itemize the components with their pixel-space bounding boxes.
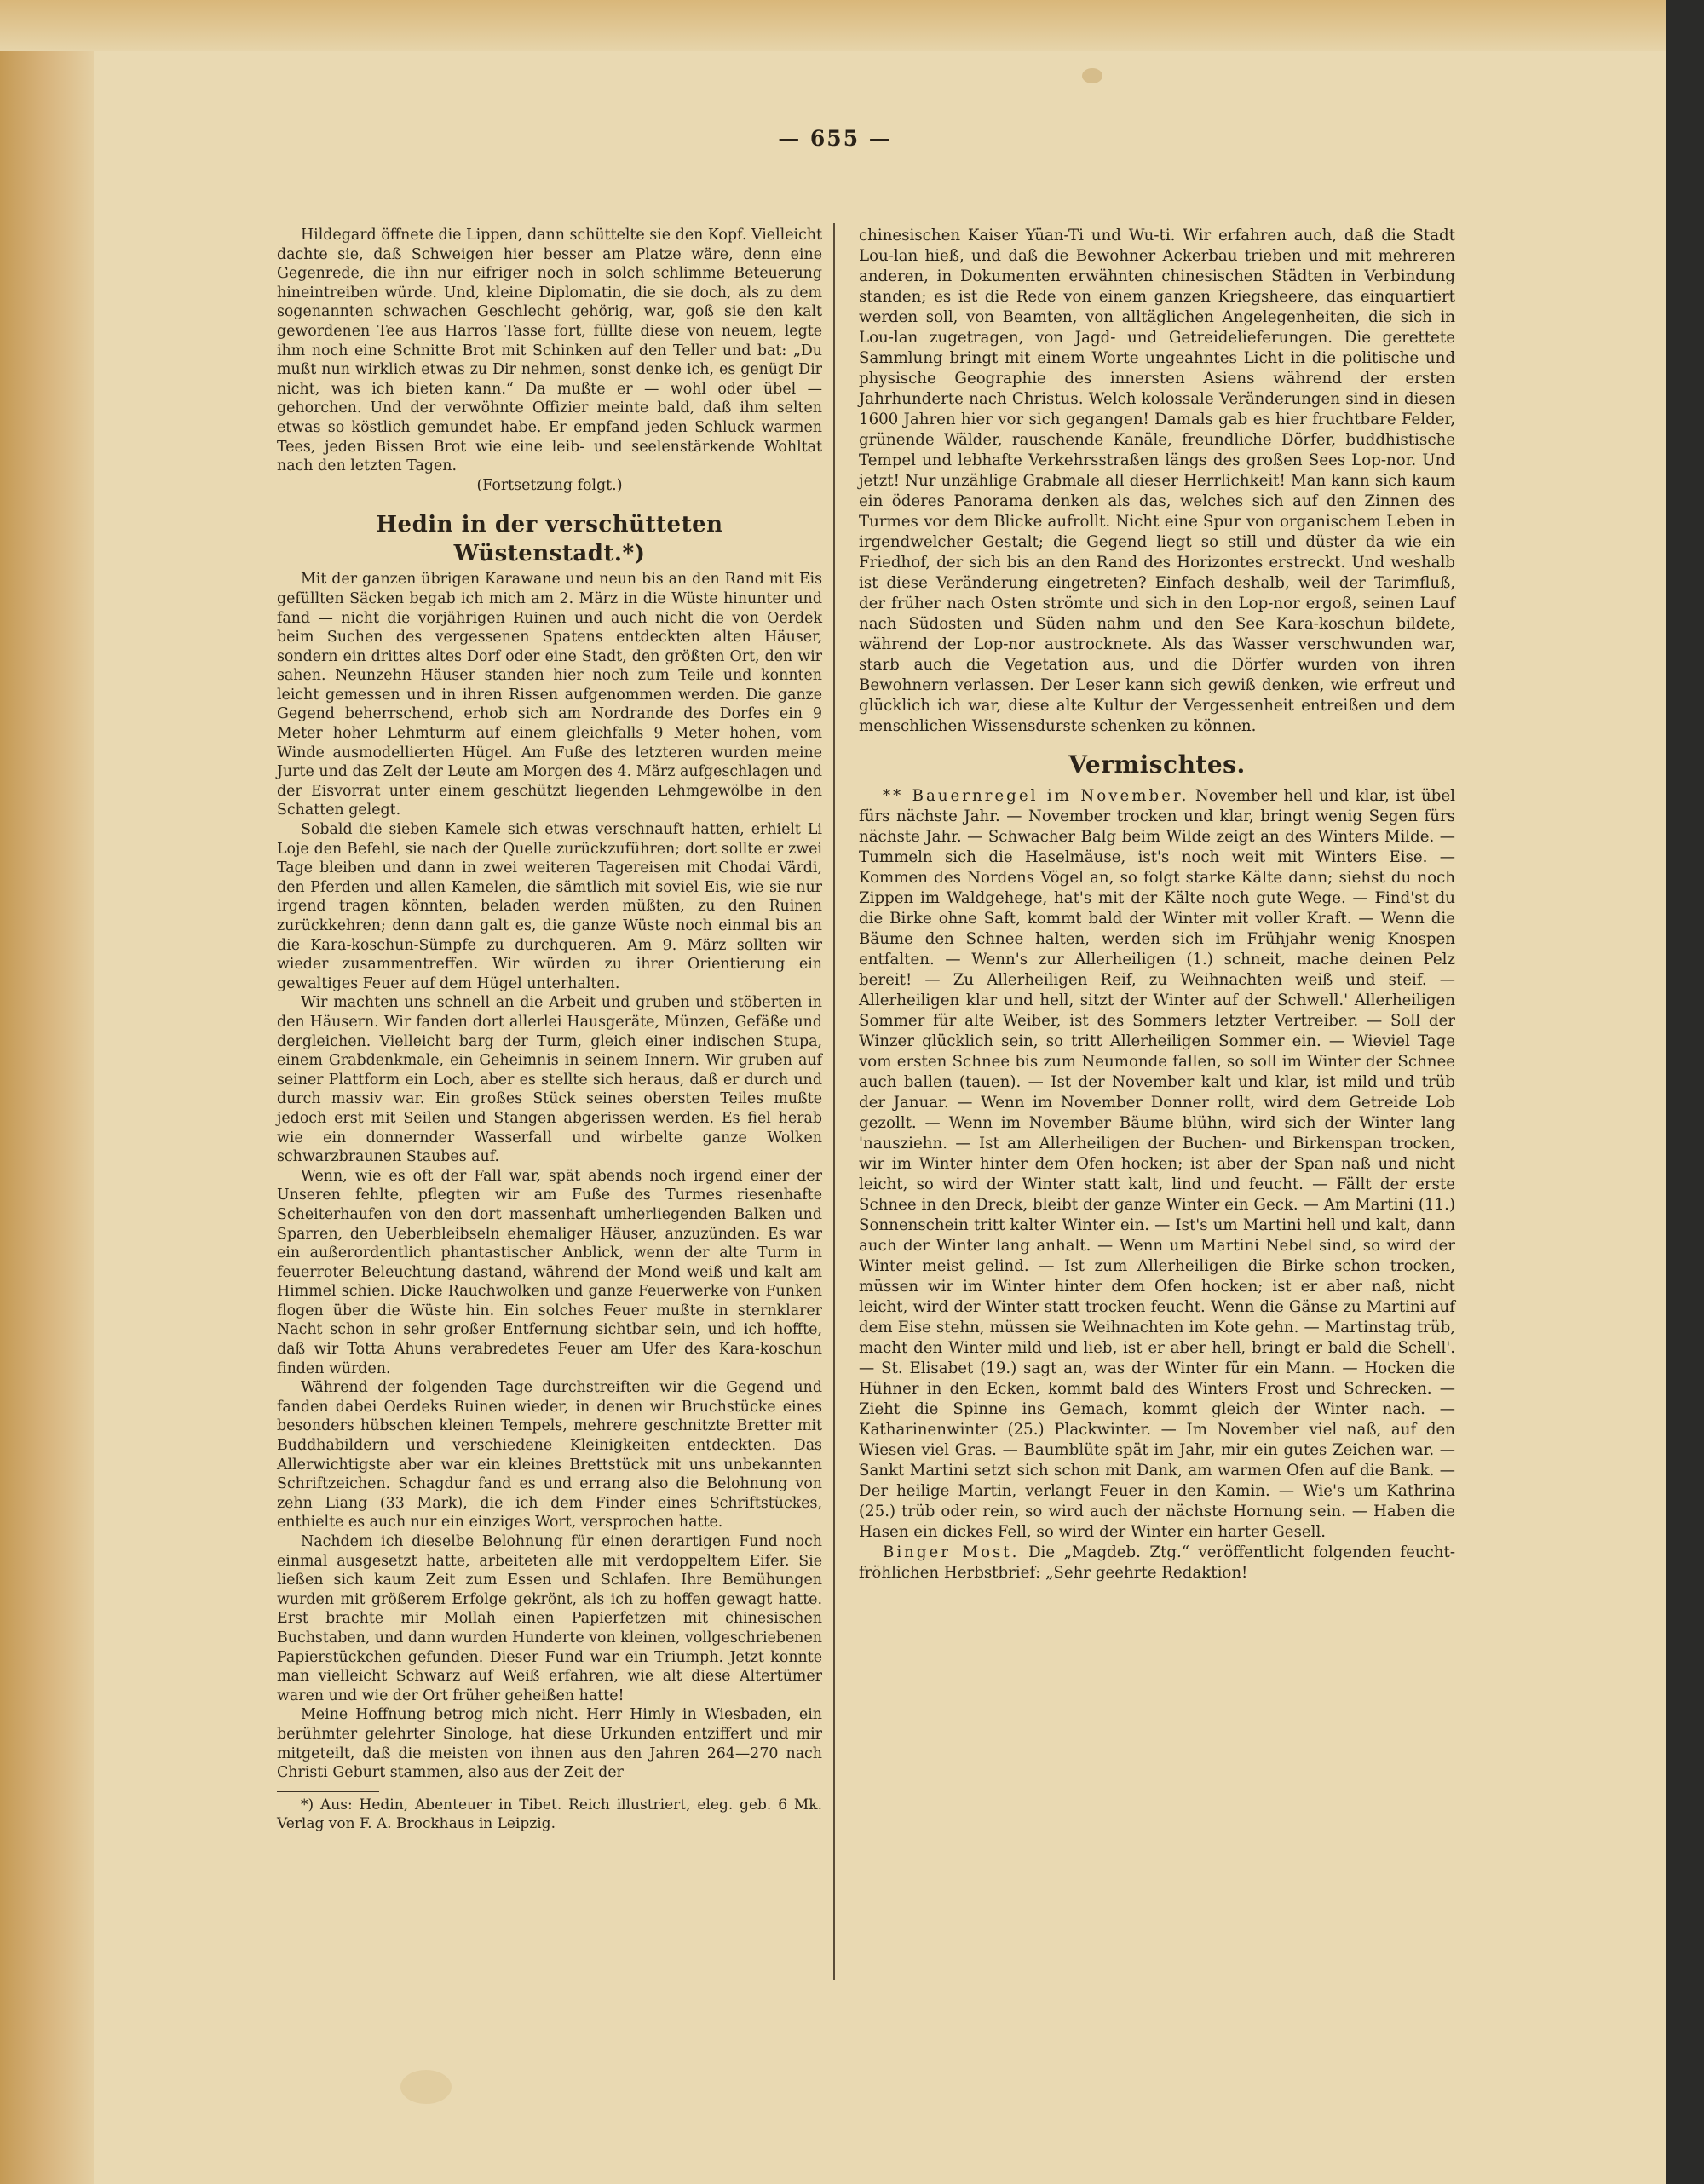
article-paragraph: chinesischen Kaiser Yüan-Ti und Wu-ti. Wir erfahren auch, daß die Stadt Lou-lan hieß, und daß die Bewohner Ackerbau trieben und mit mehreren anderen, in Dokumenten erwähnten chinesischen Städten in Verbindung standen; es ist die Rede von einem ganzen Kriegsheere, das einquartiert werden soll, von Beamten, von alltäglichen Angelegenheiten, die sich in Lou-lan zugetragen, von Jagd- und Getreidelieferungen. Die gerettete Sammlung bringt mit einem Worte ungeahntes Licht in die politische und physische Geographie des innersten Asiens während der ersten Jahrhunderte nach Christus. Welch kolossale Veränderungen sind in diesen 1600 Jahren hier vor sich gegangen! Damals gab es hier fruchtbare Felder, grünende Wälder, rauschende Kanäle, freundliche Dörfer, buddhistische Tempel und lebhafte Verkehrsstraßen längs des großen Sees Lop-nor. Und jetzt! Nur unzählige Grabmale all dieser Herrlichkeit! Man kann sich kaum ein öderes Panorama denken als das, welches sich auf den Zinnen des Turmes vor dem Blicke aufrollt. Nicht eine Spur von organischem Leben in irgendwelcher Gestalt; die Gegend liegt so still und düster da wie ein Friedhof, der sich bis an den Rand des Horizontes erstreckt. Und weshalb ist diese Veränderung eingetreten? Einfach deshalb, weil der Tarimfluß, der früher nach Osten strömte und sich in den Lop-nor ergoß, seinen Lauf nach Südosten und Süden nahm und den See Kara-koschun bildete, während der Lop-nor austrocknete. Als das Wasser verschwunden war, starb auch die Vegetation aus, und die Dörfer wurden von ihren Bewohnern verlassen. Der Leser kann sich gewiß denken, wie erfreut und glücklich ich war, diese alte Kultur der Vergessenheit entreißen und dem menschlichen Wissensdurste schenken zu können.: [859, 227, 1455, 735]
left-column: [277, 226, 822, 1833]
footnote: *) Aus: Hedin, Abenteuer in Tibet. Reich illustriert, eleg. geb. 6 Mk. Verlag von F. A. Brockhaus in Leipzig.: [277, 1796, 822, 1832]
article-paragraph: Mit der ganzen übrigen Karawane und neun bis an den Rand mit Eis gefüllten Säcken begab ich mich am 2. März in die Wüste hinunter und fand — nicht die vorjährigen Ruinen und auch nicht die von Oerdek beim Suchen des vergessenen Spatens entdeckten alten Häuser, sondern ein drittes altes Dorf oder eine Stadt, den größten Ort, den wir sahen. Neunzehn Häuser standen hier noch zum Teile und konnten leicht gemessen und in ihren Rissen aufgenommen werden. Die ganze Gegend beherrschend, erhob sich am Nordrande des Dorfes ein 9 Meter hoher Lehmturm auf einem gleichfalls 9 Meter hohen, vom Winde ausmodellierten Hügel. Am Fuße des letzteren wurden meine Jurte und das Zelt der Leute am Morgen des 4. März aufgeschlagen und der Eisvorrat unter einem geschützt liegenden Lehmgewölbe in den Schatten gelegt.: [277, 571, 822, 819]
item-lead: ** Bauernregel im November.: [883, 787, 1189, 805]
footnote-rule: [277, 1791, 379, 1792]
item-lead: Binger Most.: [883, 1543, 1020, 1561]
binger-most-paragraph: [859, 1543, 1455, 1583]
article-paragraph: Wenn, wie es oft der Fall war, spät abends noch irgend einer der Unseren fehlte, pflegten wir am Fuße des Turmes riesenhafte Scheiterhaufen von den dort massenhaft umherliegenden Balken und Sparren, den Ueberbleibseln ehemaliger Häuser, anzuzünden. Es war ein außerordentlich phantastischer Anblick, wenn der alte Turm in feuerroter Beleuchtung dastand, während der Mond weiß und kalt am Himmel schien. Dicke Rauchwolken und ganze Feuerwerke von Funken flogen über die Wüste hin. Ein solches Feuer mußte in sternklarer Nacht schon in sehr großer Entfernung sichtbar sein, und ich hoffte, daß wir Totta Ahuns verabredetes Feuer am Ufer des Kara-koschun finden würden.: [277, 1167, 822, 1377]
binding-fold: [0, 0, 94, 2184]
item-text: November hell und klar, ist übel fürs nächste Jahr. — November trocken und klar, bringt wenig Segen fürs nächste Jahr. — Schwacher Balg beim Wilde zeigt an des Winters Milde. — Tummeln sich die Haselmäuse, ist's noch weit mit Winters Eise. — Kommen des Nordens Vögel an, so folgt starke Kälte dann; siehst du noch Zippen im Waldgehege, hat's mit der Kälte noch gute Wege. — Find'st du die Birke ohne Saft, kommt bald der Winter mit voller Kraft. — Wenn die Bäume den Schnee halten, werden sich im Frühjahr wenig Knospen entfalten. — Wenn's zur Allerheiligen (1.) schneit, mache deinen Pelz bereit! — Zu Allerheiligen Reif, zu Weihnachten weiß und steif. — Allerheiligen klar und hell, sitzt der Winter auf der Schwell.' Allerheiligen Sommer für alte Weiber, ist des Sommers letzter Vertreiber. — Soll der Winzer glücklich sein, so tritt Allerheiligen Sommer ein. — Wieviel Tage vom ersten Schnee bis zum Neumonde fallen, so soll im Winter der Schnee auch ballen (tauen). — Ist der November kalt und klar, ist mild und trüb der Januar. — Wenn im November Donner rollt, wird dem Getreide Lob gezollt. — Wenn im November Bäume blühn, wird sich der Winter lang 'nausziehn. — Ist am Allerheiligen der Buchen- und Birkenspan trocken, wir im Winter hinter dem Ofen hocken; ist aber der Span naß und nicht leicht, so wird der Winter statt kalt, lind und feucht. — Fällt der erste Schnee in den Dreck, bleibt der ganze Winter ein Geck. — Am Martini (11.) Sonnenschein tritt kalter Winter ein. — Ist's um Martini hell und kalt, dann auch der Winter lang anhalt. — Wenn um Martini Nebel sind, so wird der Winter meist gelind. — Ist zum Allerheiligen die Birke schon trocken, müssen wir im Winter hinter dem Ofen hocken; ist er aber naß, nicht leicht, wird der Winter statt trocken feucht. Wenn die Gänse zu Martini auf dem Eise stehn, müssen sie Weihnachten im Kote gehn. — Martinstag trüb, macht den Winter mild und lieb, ist er aber hell, bringt er bald die Schell'. — St. Elisabet (19.) sagt an, was der Winter für ein Mann. — Hocken die Hühner in den Ecken, kommt bald des Winters Frost und Schrecken. — Zieht die Spinne ins Gemach, kommt gleich der Winter nach. — Katharinenwinter (25.) Plackwinter. — Im November viel naß, auf den Wiesen viel Gras. — Baumblüte spät im Jahr, mir ein gutes Zeichen war. — Sankt Martini setzt sich schon mit Dank, am warmen Ofen auf die Bank. — Der heilige Martin, verlangt Feuer in den Kamin. — Wie's um Kathrina (25.) trüb oder rein, so wird auch der nächste Hornung sein. — Haben die Hasen ein dickes Fell, so wird der Winter ein harter Gesell.: [859, 787, 1455, 1541]
article-heading-hedin: Hedin in der verschütteten Wüstenstadt.*): [376, 512, 723, 567]
paper-top-edge: [0, 0, 1666, 51]
novel-paragraph: Hildegard öffnete die Lippen, dann schüttelte sie den Kopf. Vielleicht dachte sie, daß Schweigen hier besser am Platze wäre, denn eine Gegenrede, die ihn nur eifriger noch in solch schlimme Beteuerung hineintreiben würde. Und, kleine Diplomatin, die sie doch, als zu dem sogenannten schwachen Geschlecht gehörig, war, goß sie den kalt gewordenen Tee aus Harros Tasse fort, füllte diese von neuem, legte ihm noch eine Schnitte Brot mit Schinken auf den Teller und bat: „Du mußt nun wirklich etwas zu Dir nehmen, sonst denke ich, es genügt Dir nicht, was ich bieten kann.“ Da mußte er — wohl oder übel — gehorchen. Und der verwöhnte Offizier meinte bald, daß ihm selten etwas so köstlich gemundet habe. Er empfand jeden Schluck warmen Tees, jeden Bissen Brot wie eine leib- und seelenstärkende Wohltat nach den letzten Tagen.: [277, 227, 822, 475]
farmer-rules-paragraph: [859, 786, 1455, 1543]
article-paragraph: Nachdem ich dieselbe Belohnung für einen derartigen Fund noch einmal ausgesetzt hatte, arbeiteten alle mit verdoppeltem Eifer. Sie ließen sich kaum Zeit zum Essen und Schlafen. Ihre Bemühungen wurden mit größerem Erfolge gekrönt, als ich zu hoffen gewagt hatte. Erst brachte mir Mollah einen Papierfetzen mit chinesischen Buchstaben, und dann wurden Hunderte von kleinen, vollgeschriebenen Papierstückchen gefunden. Dieser Fund war ein Triumph. Jetzt konnte man vielleicht Schwarz auf Weiß erfahren, wie alt diese Altertümer waren und wie der Ort früher geheißen hatte!: [277, 1533, 822, 1704]
section-heading-vermischtes: Vermischtes.: [1068, 750, 1246, 779]
page-number: — 655 —: [778, 126, 892, 151]
item-text: Die „Magdeb. Ztg.“ veröffentlicht folgenden feucht-fröhlichen Herbstbrief: „Sehr geehrte Redaktion!: [859, 1543, 1455, 1582]
paper-stain: [400, 2070, 452, 2104]
article-paragraph: Meine Hoffnung betrog mich nicht. Herr Himly in Wiesbaden, ein berühmter gelehrter Sinologe, hat diese Urkunden entziffert und mir mitgeteilt, daß die meisten von ihnen aus den Jahren 264—270 nach Christi Geburt stammen, also aus der Zeit der: [277, 1706, 822, 1782]
article-paragraph: Wir machten uns schnell an die Arbeit und gruben und stöberten in den Häusern. Wir fanden dort allerlei Hausgeräte, Münzen, Gefäße und dergleichen. Vielleicht barg der Turm, gleich einer indischen Stupa, einem Grabdenkmale, ein Geheimnis in seinem Innern. Wir gruben auf seiner Plattform ein Loch, aber es stellte sich heraus, daß er durch und durch massiv war. Ein großes Stück seines obersten Teiles mußte jedoch erst mit Seilen und Stangen abgerissen werden. Es fiel herab wie ein donnernder Wasserfall und wirbelte ganze Wolken schwarzbraunen Staubes auf.: [277, 994, 822, 1166]
column-divider: [833, 223, 835, 1980]
right-column: [859, 226, 1455, 1583]
article-paragraph: Sobald die sieben Kamele sich etwas verschnauft hatten, erhielt Li Loje den Befehl, sie nach der Quelle zurückzuführen; dort sollte er zwei Tage bleiben und dann in zwei weiteren Tagereisen mit Chodai Värdi, den Pferden und allen Kamelen, die sämtlich mit soviel Eis, wie sie nur irgend tragen könnten, beladen werden müßten, zu den Ruinen zurückkehren; denn dann galt es, die ganze Wüste noch einmal bis an die Kara-koschun-Sümpfe zu durchqueren. Am 9. März sollten wir wieder zusammentreffen. Wir würden zu ihrer Orientierung ein gewaltiges Feuer auf dem Hügel unterhalten.: [277, 821, 822, 992]
paper-stain: [1082, 68, 1102, 83]
article-paragraph: Während der folgenden Tage durchstreiften wir die Gegend und fanden dabei Oerdeks Ruinen wieder, in denen wir Bruchstücke eines besonders hübschen kleinen Tempels, mehrere geschnitzte Bretter mit Buddhabildern und verschiedene Kleinigkeiten entdeckten. Das Allerwichtigste aber war ein kleines Brettstück mit uns unbekannten Schriftzeichen. Schagdur fand es und errang also die Belohnung von zehn Liang (33 Mark), die ich dem Finder eines Schriftstückes, enthielte es auch nur ein einziges Wort, versprochen hatte.: [277, 1379, 822, 1532]
continuation-note: (Fortsetzung folgt.): [476, 476, 623, 494]
